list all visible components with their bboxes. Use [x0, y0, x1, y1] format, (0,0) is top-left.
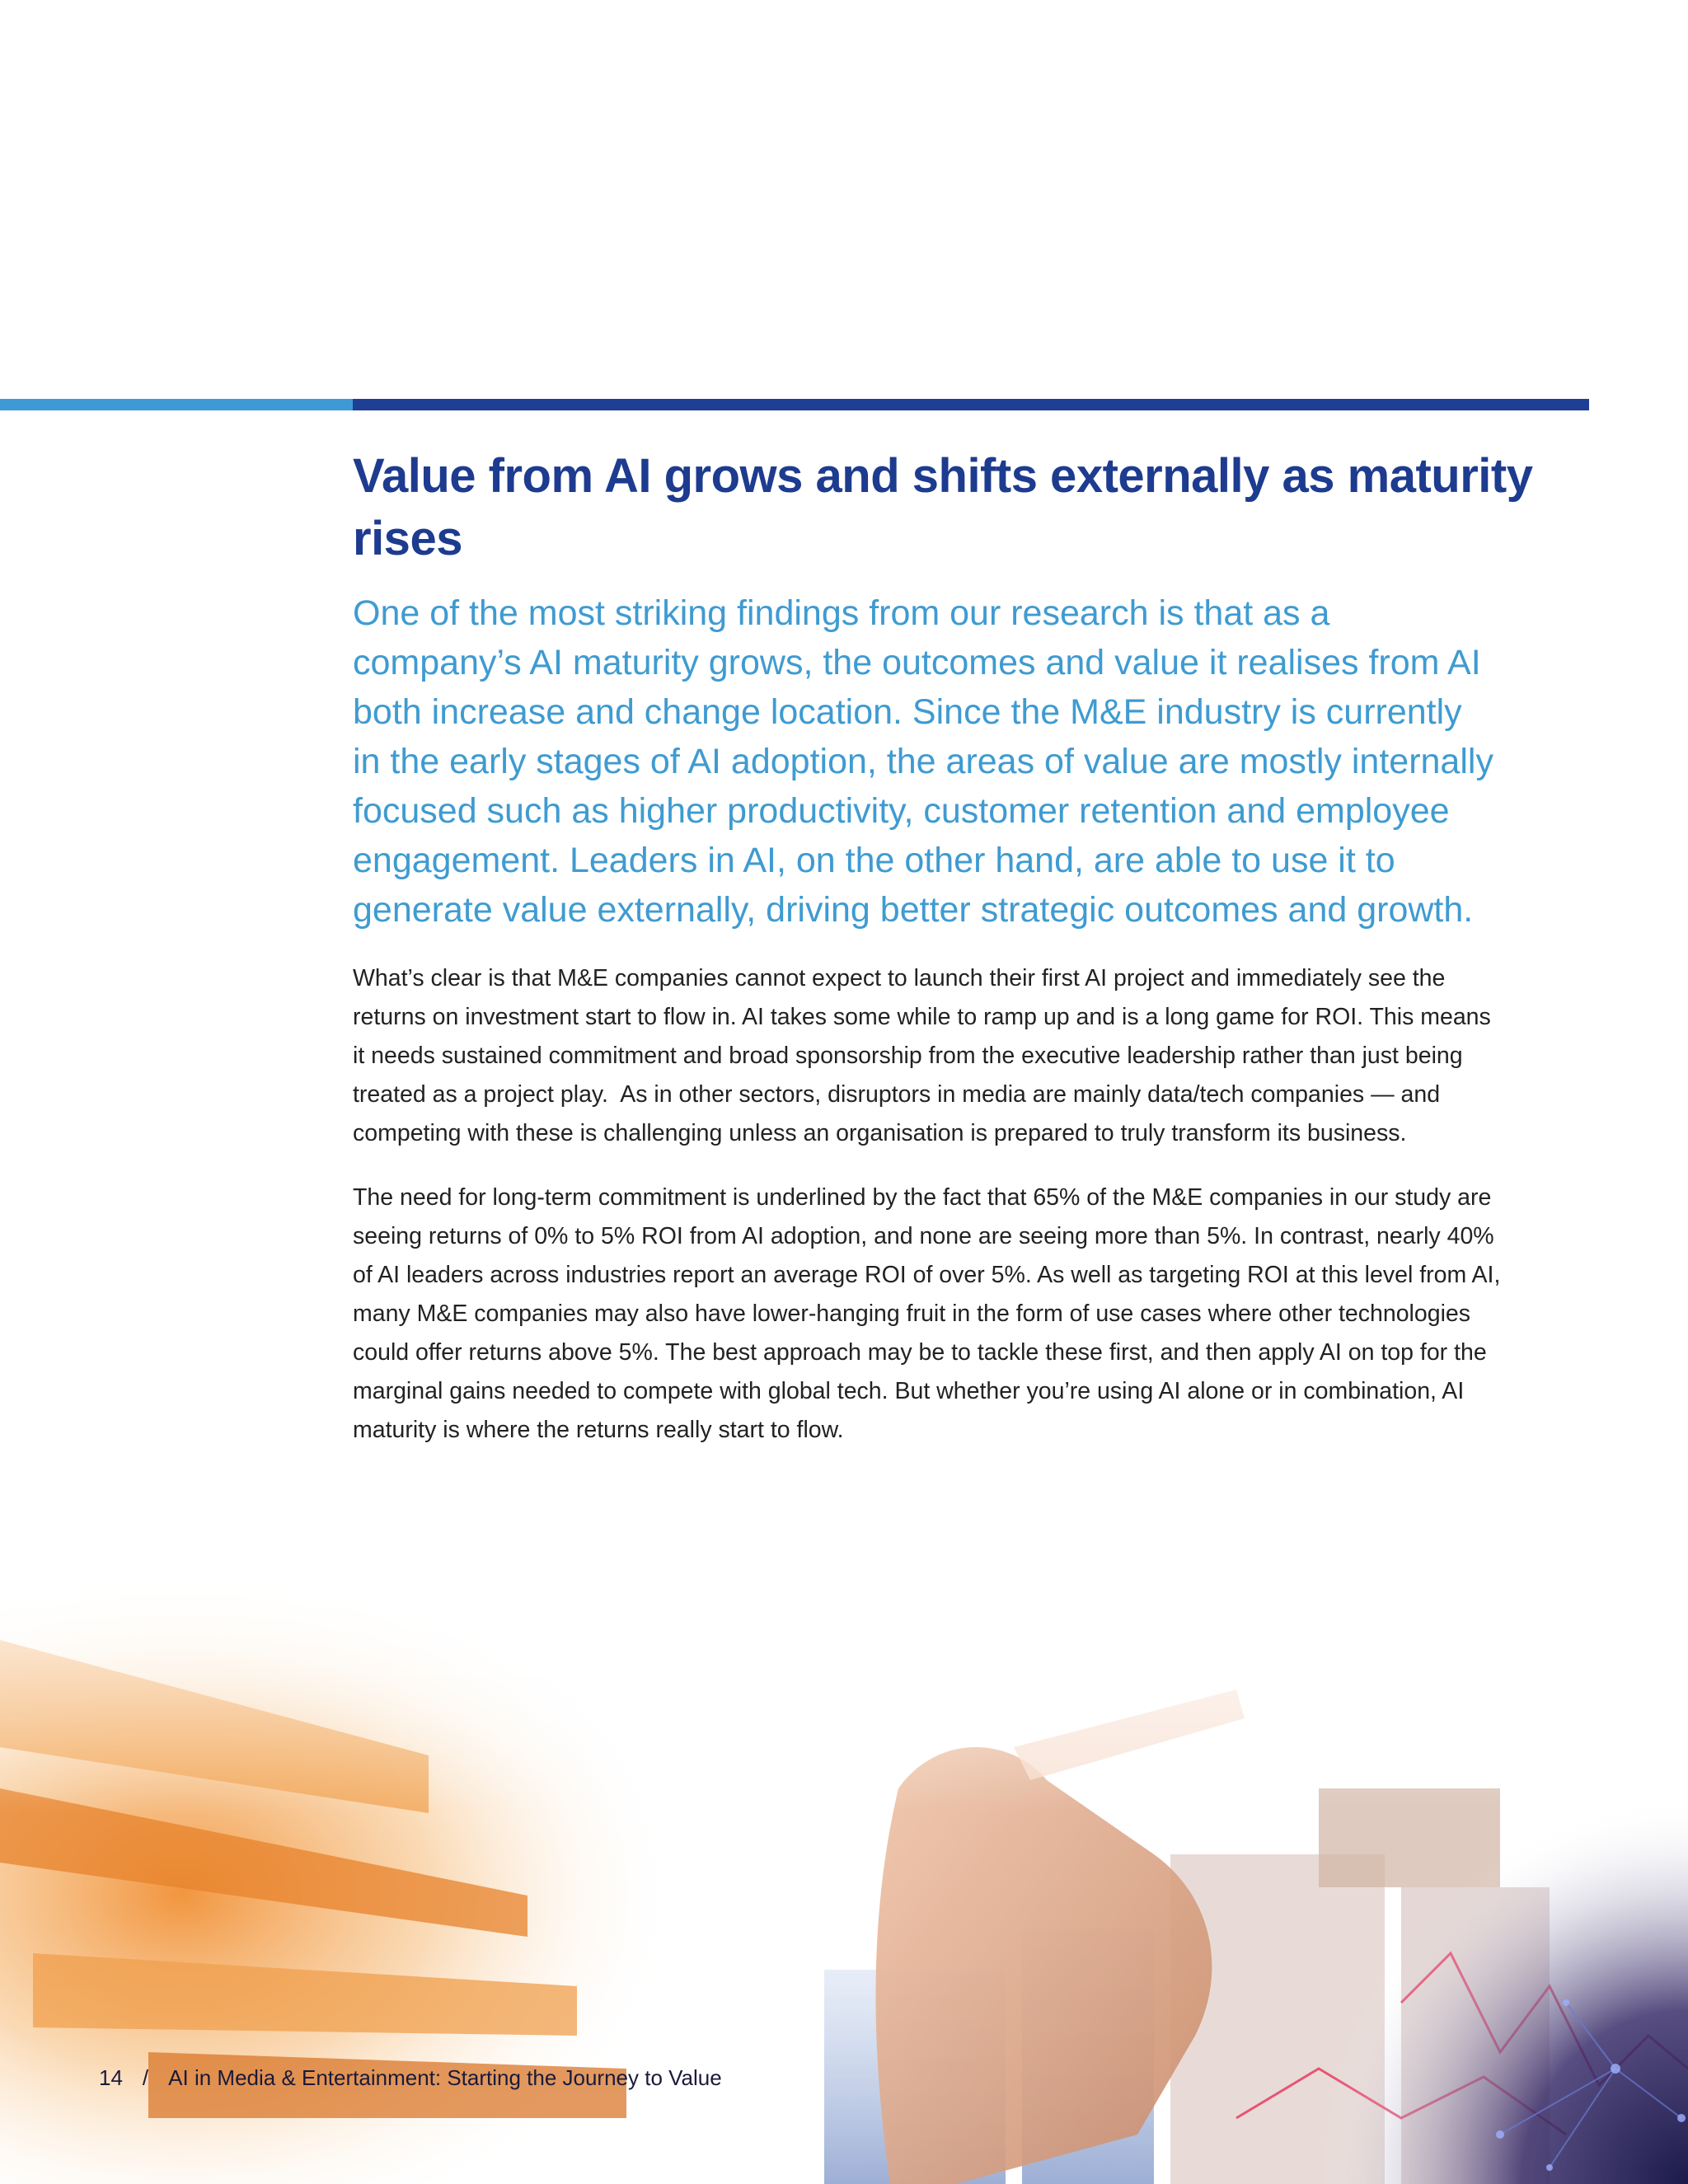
body-line: treated as a project play. As in other sectors, disruptors in media are mainly data/tech companies — and [353, 1081, 1441, 1108]
footer-separator: / [142, 2065, 149, 2090]
lead-line: in the early stages of AI adoption, the areas of value are mostly internally [353, 742, 1493, 781]
body-line: many M&E companies may also have lower-hanging fruit in the form of use cases where other technologies [353, 1301, 1471, 1327]
body-paragraph-2 [353, 1179, 1589, 1450]
accent-rule-dark [353, 399, 1589, 410]
body-line: returns on investment start to flow in. AI takes some while to ramp up and is a long game for ROI. This means [353, 1004, 1491, 1030]
page-footer [99, 2063, 722, 2093]
body-line: maturity is where the returns really start to flow. [353, 1417, 844, 1443]
page-heading: Value from AI grows and shifts externally as maturity rises [353, 449, 1533, 565]
lead-line: One of the most striking findings from our research is that as a [353, 593, 1330, 633]
lead-line: both increase and change location. Since the M&E industry is currently [353, 692, 1462, 732]
lead-paragraph [353, 588, 1589, 935]
body-line: competing with these is challenging unless an organisation is prepared to truly transform its business. [353, 1120, 1407, 1146]
lead-line: generate value externally, driving better strategic outcomes and growth. [353, 890, 1474, 930]
body-line: seeing returns of 0% to 5% ROI from AI adoption, and none are seeing more than 5%. In contrast, nearly 40% [353, 1223, 1494, 1249]
accent-rule-light [0, 399, 353, 410]
body-line: it needs sustained commitment and broad sponsorship from the executive leadership rather than just being [353, 1043, 1463, 1069]
body-text [353, 959, 1589, 1450]
lead-line: focused such as higher productivity, customer retention and employee [353, 791, 1450, 831]
page-number: 14 [99, 2065, 123, 2090]
body-line: marginal gains needed to compete with global tech. But whether you’re using AI alone or in combination, AI [353, 1378, 1465, 1404]
article [353, 445, 1589, 1450]
body-line: could offer returns above 5%. The best approach may be to tackle these first, and then apply AI on top for the [353, 1339, 1487, 1366]
lead-line: engagement. Leaders in AI, on the other hand, are able to use it to [353, 841, 1395, 880]
body-line: of AI leaders across industries report an average ROI of over 5%. As well as targeting ROI at this level from AI, [353, 1262, 1501, 1288]
body-paragraph-1 [353, 959, 1589, 1153]
document-title: AI in Media & Entertainment: Starting the Journey to Value [168, 2065, 722, 2090]
body-line: The need for long-term commitment is underlined by the fact that 65% of the M&E companies in our study are [353, 1184, 1492, 1211]
body-line: What’s clear is that M&E companies cannot expect to launch their first AI project and immediately see the [353, 965, 1446, 991]
lead-line: company’s AI maturity grows, the outcomes and value it realises from AI [353, 643, 1481, 682]
